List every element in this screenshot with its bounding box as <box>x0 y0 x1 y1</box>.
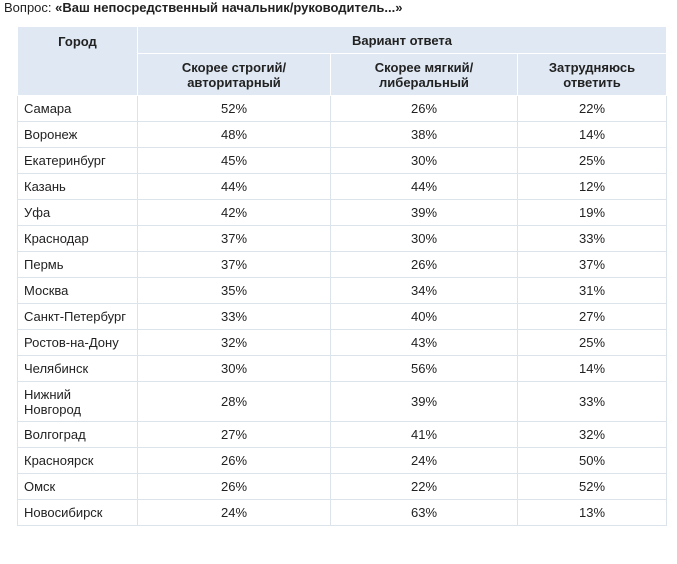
city-cell: Омск <box>18 474 138 500</box>
question-text: «Ваш непосредственный начальник/руководитель...» <box>55 0 403 15</box>
column-header-undecided: Затрудняюсь ответить <box>518 54 667 96</box>
strict-value-cell: 30% <box>138 356 331 382</box>
city-cell: Нижний Новгород <box>18 382 138 422</box>
strict-value-cell: 32% <box>138 330 331 356</box>
table-row <box>18 96 667 122</box>
table-row <box>18 422 667 448</box>
column-header-soft: Скорее мягкий/ либеральный <box>331 54 518 96</box>
soft-value-cell: 40% <box>331 304 518 330</box>
city-cell: Москва <box>18 278 138 304</box>
question-prefix: Вопрос: <box>4 0 56 15</box>
city-cell: Казань <box>18 174 138 200</box>
strict-value-cell: 37% <box>138 252 331 278</box>
table-row <box>18 122 667 148</box>
city-cell: Уфа <box>18 200 138 226</box>
table-row <box>18 304 667 330</box>
city-cell: Краснодар <box>18 226 138 252</box>
undecided-value-cell: 52% <box>518 474 667 500</box>
strict-value-cell: 35% <box>138 278 331 304</box>
city-column-header: Город <box>18 27 138 96</box>
city-cell: Красноярск <box>18 448 138 474</box>
soft-value-cell: 44% <box>331 174 518 200</box>
soft-value-cell: 26% <box>331 252 518 278</box>
undecided-value-cell: 25% <box>518 330 667 356</box>
soft-value-cell: 24% <box>331 448 518 474</box>
undecided-value-cell: 14% <box>518 122 667 148</box>
soft-value-cell: 39% <box>331 382 518 422</box>
table-row <box>18 448 667 474</box>
undecided-value-cell: 19% <box>518 200 667 226</box>
strict-value-cell: 28% <box>138 382 331 422</box>
soft-value-cell: 38% <box>331 122 518 148</box>
table-row <box>18 174 667 200</box>
soft-value-cell: 30% <box>331 226 518 252</box>
city-cell: Пермь <box>18 252 138 278</box>
city-cell: Новосибирск <box>18 500 138 526</box>
strict-value-cell: 37% <box>138 226 331 252</box>
undecided-value-cell: 37% <box>518 252 667 278</box>
soft-value-cell: 26% <box>331 96 518 122</box>
undecided-value-cell: 32% <box>518 422 667 448</box>
soft-value-cell: 22% <box>331 474 518 500</box>
results-table <box>17 26 667 526</box>
city-cell: Челябинск <box>18 356 138 382</box>
strict-value-cell: 24% <box>138 500 331 526</box>
table-row <box>18 148 667 174</box>
strict-value-cell: 44% <box>138 174 331 200</box>
table-body <box>18 96 667 526</box>
city-cell: Волгоград <box>18 422 138 448</box>
strict-value-cell: 26% <box>138 474 331 500</box>
undecided-value-cell: 12% <box>518 174 667 200</box>
soft-value-cell: 56% <box>331 356 518 382</box>
table-row <box>18 330 667 356</box>
undecided-value-cell: 33% <box>518 226 667 252</box>
undecided-value-cell: 31% <box>518 278 667 304</box>
undecided-value-cell: 22% <box>518 96 667 122</box>
soft-value-cell: 41% <box>331 422 518 448</box>
strict-value-cell: 26% <box>138 448 331 474</box>
strict-value-cell: 45% <box>138 148 331 174</box>
table-row <box>18 278 667 304</box>
answer-group-header: Вариант ответа <box>138 27 667 54</box>
soft-value-cell: 34% <box>331 278 518 304</box>
city-cell: Самара <box>18 96 138 122</box>
undecided-value-cell: 27% <box>518 304 667 330</box>
undecided-value-cell: 14% <box>518 356 667 382</box>
soft-value-cell: 30% <box>331 148 518 174</box>
table-row <box>18 252 667 278</box>
strict-value-cell: 27% <box>138 422 331 448</box>
table-row <box>18 500 667 526</box>
strict-value-cell: 48% <box>138 122 331 148</box>
city-cell: Санкт-Петербург <box>18 304 138 330</box>
table-row <box>18 356 667 382</box>
undecided-value-cell: 33% <box>518 382 667 422</box>
strict-value-cell: 52% <box>138 96 331 122</box>
soft-value-cell: 63% <box>331 500 518 526</box>
table-row <box>18 382 667 422</box>
undecided-value-cell: 13% <box>518 500 667 526</box>
soft-value-cell: 43% <box>331 330 518 356</box>
soft-value-cell: 39% <box>331 200 518 226</box>
undecided-value-cell: 25% <box>518 148 667 174</box>
city-cell: Воронеж <box>18 122 138 148</box>
column-header-strict: Скорее строгий/ авторитарный <box>138 54 331 96</box>
undecided-value-cell: 50% <box>518 448 667 474</box>
strict-value-cell: 33% <box>138 304 331 330</box>
table-row <box>18 226 667 252</box>
city-cell: Екатеринбург <box>18 148 138 174</box>
city-cell: Ростов-на-Дону <box>18 330 138 356</box>
table-row <box>18 200 667 226</box>
question-line <box>4 0 402 16</box>
table-row <box>18 474 667 500</box>
strict-value-cell: 42% <box>138 200 331 226</box>
